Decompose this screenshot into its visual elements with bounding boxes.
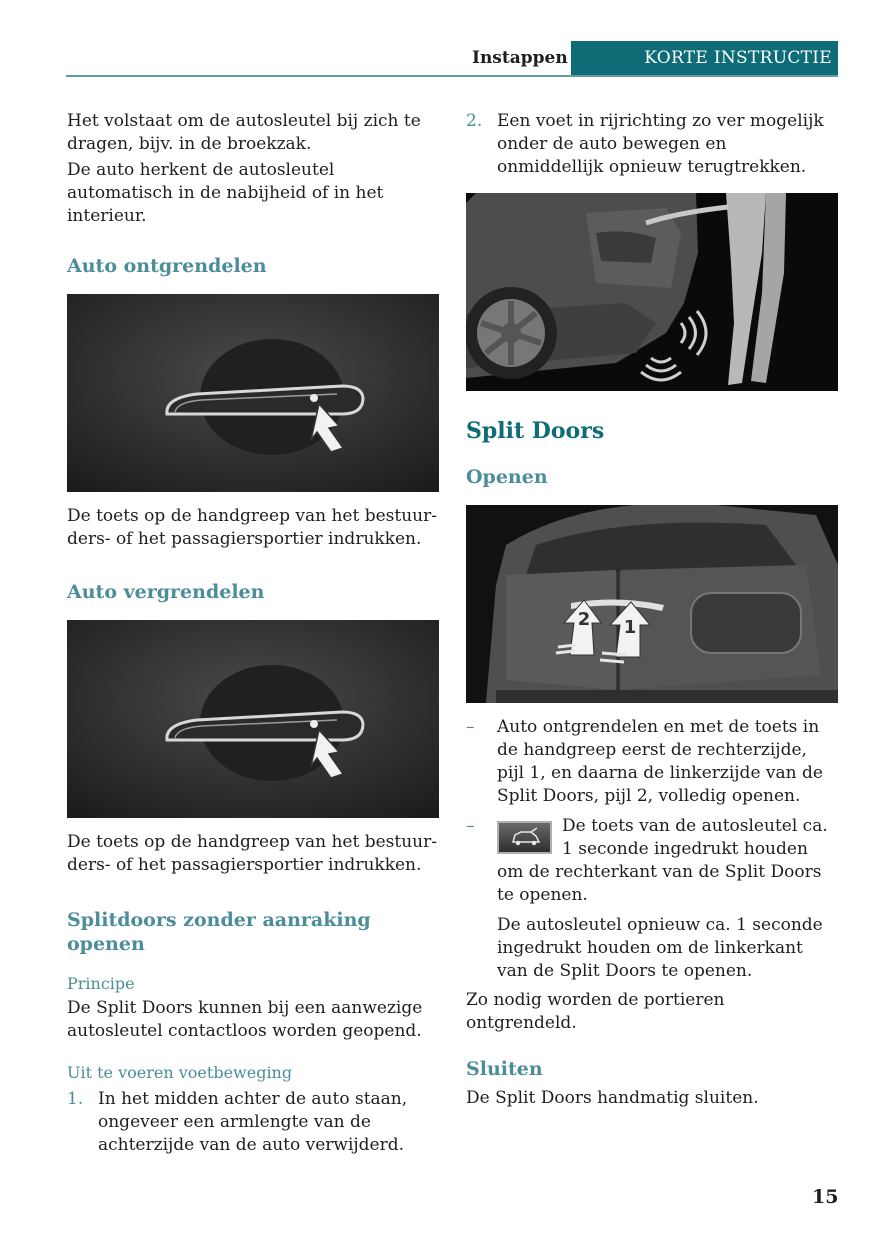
key-tailgate-button-icon: [497, 821, 552, 854]
open-heading: Openen: [466, 466, 548, 488]
chapter-tab: KORTE INSTRUCTIE: [571, 41, 838, 76]
left-column: [67, 110, 439, 1157]
bullet-item-1: [466, 716, 838, 808]
principle-text: De Split Doors kunnen bij een aanwezige autosleutel contactloos worden geopend.: [67, 998, 423, 1041]
contactless-heading: Splitdoors zonder aanraking openen: [67, 909, 371, 955]
bullet-dash: –: [466, 816, 475, 836]
bullet-item-2: [466, 815, 838, 983]
bullet-2-text: De toets van de autosleutel ca. 1 seconde ingedrukt houden om de rechterkant van de Split Doors te openen.: [497, 816, 828, 905]
step-2-number: 2.: [466, 111, 483, 131]
bullet-1-text: Auto ontgrendelen en met de toets in de handgreep eerst de rechterzijde, pijl 1, en daarna de linkerzijde van de Split Doors, pijl 2, volledig openen.: [497, 717, 823, 806]
unlock-caption: De toets op de handgreep van het bestuurders- of het passagiersportier indrukken.: [67, 506, 437, 549]
step-2: [466, 110, 838, 179]
arrow-1-label: 1: [623, 617, 637, 638]
split-doors-heading: Split Doors: [466, 418, 605, 444]
header-rule: [66, 75, 838, 77]
portier-note: Zo nodig worden de portieren ontgrendeld.: [466, 990, 725, 1033]
right-column: [466, 110, 838, 1110]
step-1: [67, 1088, 439, 1157]
split-doors-figure: [466, 505, 838, 703]
page-number: 15: [812, 1186, 839, 1208]
bullet-2-continuation: De autosleutel opnieuw ca. 1 seconde ingedrukt houden om de linkerkant van de Split Doors te openen.: [497, 915, 823, 981]
arrow-2-label: 2: [577, 609, 591, 630]
lock-figure: [67, 620, 439, 818]
step-2-text: Een voet in rijrichting zo ver mogelijk onder de auto bewegen en onmiddellijk opnieuw terugtrekken.: [497, 111, 824, 177]
unlock-figure: [67, 294, 439, 492]
intro-paragraph-1: Het volstaat om de autosleutel bij zich te dragen, bijv. in de broekzak.: [67, 111, 421, 154]
step-1-number: 1.: [67, 1089, 84, 1109]
unlock-heading: Auto ontgrendelen: [67, 255, 267, 277]
step-1-text: In het midden achter de auto staan, ongeveer een armlengte van de achterzijde van de auto verwijderd.: [98, 1089, 408, 1155]
foot-sensor-figure: [466, 193, 838, 391]
close-text: De Split Doors handmatig sluiten.: [466, 1088, 759, 1108]
lock-heading: Auto vergrendelen: [67, 581, 265, 603]
principle-heading: Principe: [67, 974, 135, 993]
bullet-dash: –: [466, 717, 475, 737]
intro-paragraph-2: De auto herkent de autosleutel automatisch in de nabijheid of in het interieur.: [67, 160, 384, 226]
section-title: Instappen: [472, 48, 568, 68]
close-heading: Sluiten: [466, 1058, 543, 1080]
movement-heading: Uit te voeren voetbeweging: [67, 1063, 293, 1082]
lock-caption: De toets op de handgreep van het bestuurders- of het passagiersportier indrukken.: [67, 832, 437, 875]
